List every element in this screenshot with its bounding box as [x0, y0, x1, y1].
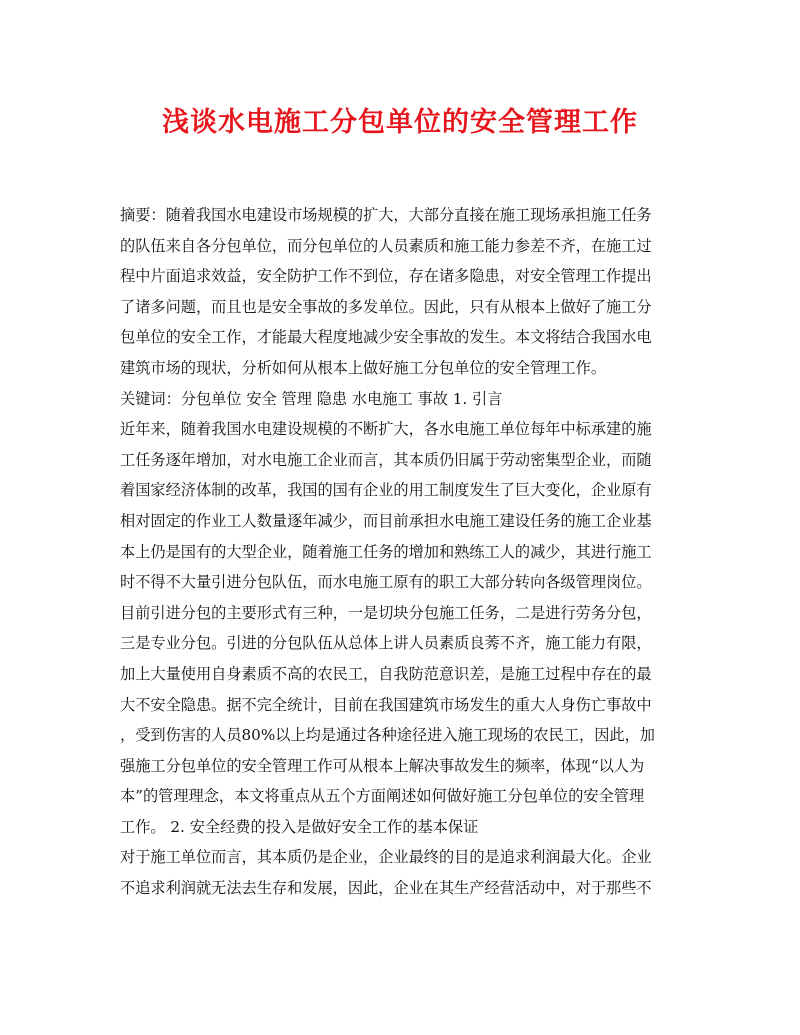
text-line: 加上大量使用自身素质不高的农民工，自我防范意识差，是施工过程中存在的最	[120, 664, 652, 683]
text-line: 的队伍来自各分包单位，而分包单位的人员素质和施工能力参差不齐，在施工过	[120, 236, 652, 255]
document-title: 浅谈水电施工分包单位的安全管理工作	[162, 107, 638, 138]
text-line: 了诸多问题，而且也是安全事故的多发单位。因此，只有从根本上做好了施工分	[120, 297, 652, 316]
text-line: 工任务逐年增加，对水电施工企业而言，其本质仍旧属于劳动密集型企业，而随	[120, 450, 652, 469]
text-line: 建筑市场的现状，分析如何从根本上做好施工分包单位的安全管理工作。	[120, 358, 606, 377]
document-body	[120, 200, 680, 904]
text-line: 近年来，随着我国水电建设规模的不断扩大，各水电施工单位每年中标承建的施	[120, 420, 652, 439]
text-line: 本”的管理理念，本文将重点从五个方面阐述如何做好施工分包单位的安全管理	[120, 787, 645, 806]
text-line: 对于施工单位而言，其本质仍是企业，企业最终的目的是追求利润最大化。企业	[120, 848, 652, 867]
text-line: 工作。 2. 安全经费的投入是做好安全工作的基本保证	[120, 817, 479, 836]
text-line: 目前引进分包的主要形式有三种，一是切块分包施工任务，二是进行劳务分包，	[120, 603, 652, 622]
text-line: 相对固定的作业工人数量逐年减少，而目前承担水电施工建设任务的施工企业基	[120, 511, 652, 530]
text-line: 本上仍是国有的大型企业，随着施工任务的增加和熟练工人的减少，其进行施工	[120, 542, 652, 561]
text-line: 大不安全隐患。据不完全统计，目前在我国建筑市场发生的重大人身伤亡事故中	[120, 695, 652, 714]
text-line: 着国家经济体制的改革，我国的国有企业的用工制度发生了巨大变化，企业原有	[120, 481, 652, 500]
text-line: 三是专业分包。引进的分包队伍从总体上讲人员素质良莠不齐，施工能力有限，	[120, 634, 652, 653]
text-line: 关键词：分包单位 安全 管理 隐患 水电施工 事故 1. 引言	[120, 389, 503, 408]
text-line: 包单位的安全工作，才能最大程度地减少安全事故的发生。本文将结合我国水电	[120, 328, 652, 347]
text-line: 摘要：随着我国水电建设市场规模的扩大，大部分直接在施工现场承担施工任务	[120, 206, 652, 224]
text-line: ，受到伤害的人员80%以上均是通过各种途径进入施工现场的农民工，因此，加	[120, 726, 655, 745]
text-line: 程中片面追求效益，安全防护工作不到位，存在诸多隐患，对安全管理工作提出	[120, 267, 652, 286]
text-line: 时不得不大量引进分包队伍，而水电施工原有的职工大部分转向各级管理岗位。	[120, 573, 652, 592]
text-line: 强施工分包单位的安全管理工作可从根本上解决事故发生的频率，体现“以人为	[120, 756, 645, 775]
text-line: 不追求利润就无法去生存和发展，因此，企业在其生产经营活动中，对于那些不	[120, 879, 652, 898]
